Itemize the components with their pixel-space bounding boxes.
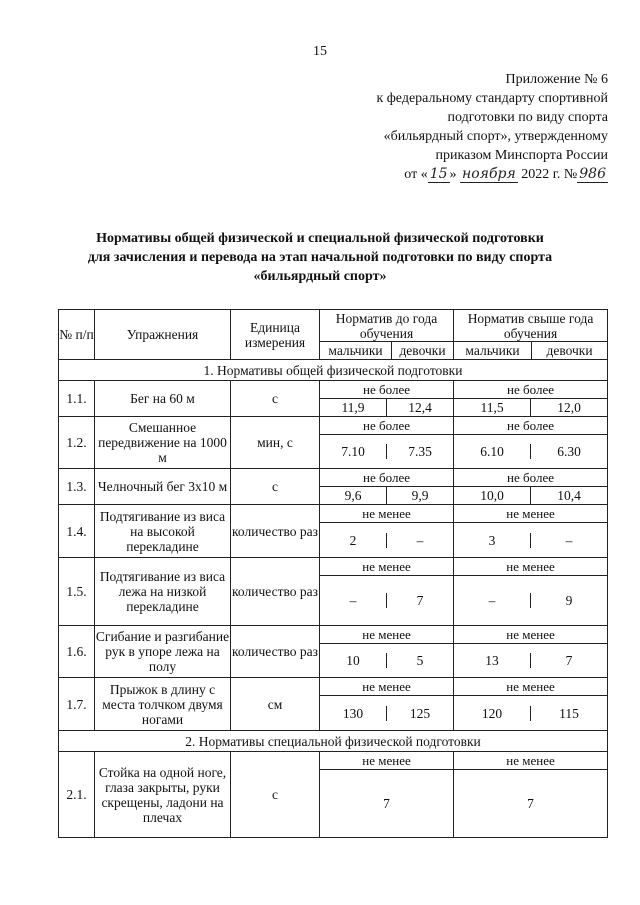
value-boys: 13: [454, 653, 531, 668]
value-all: 7: [383, 796, 390, 811]
norm-cell-after-first-year: [454, 558, 608, 626]
row-number: 1.3.: [59, 469, 95, 505]
norm-cell-first-year: [320, 626, 454, 678]
value-girls: 12,4: [408, 400, 432, 415]
table-row: [59, 505, 608, 558]
header-girls: девочки: [392, 342, 454, 360]
section-heading: 2. Нормативы специальной физической подготовки: [59, 731, 608, 752]
condition-label: не менее: [320, 558, 453, 576]
norm-cell-after-first-year: [454, 626, 608, 678]
norm-cell-after-first-year: [454, 417, 608, 469]
value-boys: 10: [320, 653, 387, 668]
row-unit: количество раз: [231, 558, 320, 626]
norm-cell-after-first-year: [454, 505, 608, 558]
header-boys: мальчики: [320, 342, 392, 360]
value-boys: 11,9: [320, 399, 387, 416]
value-boys: 130: [320, 706, 387, 721]
norms-table: [58, 309, 608, 838]
value-girls: –: [416, 532, 424, 548]
header-unit: Единица измерения: [231, 310, 320, 360]
value-girls: 6.30: [557, 444, 581, 459]
appendix-line: «бильярдный спорт», утвержденному: [383, 129, 608, 144]
condition-label: не менее: [454, 558, 607, 576]
date-mid: »: [449, 167, 457, 182]
table-row: [59, 417, 608, 469]
row-exercise: Челночный бег 3х10 м: [95, 469, 231, 505]
value-boys: 9,6: [320, 487, 387, 504]
appendix-date-line: [300, 165, 608, 184]
handwritten-month: ноября: [462, 166, 516, 182]
page-number: 15: [313, 44, 327, 59]
condition-label: не менее: [320, 626, 453, 644]
value-girls: 9: [565, 593, 573, 608]
norm-cell-after-first-year: [454, 752, 608, 838]
row-exercise: Подтягивание из виса лежа на низкой перекладине: [95, 558, 231, 626]
appendix-line: приказом Минспорта России: [435, 148, 608, 163]
norm-cell-first-year: [320, 752, 454, 838]
value-all: 7: [527, 796, 534, 811]
table-row: [59, 558, 608, 626]
value-girls: 5: [416, 653, 424, 668]
header-group-after-first-year: Норматив свыше года обучения: [454, 310, 608, 342]
row-number: 2.1.: [59, 752, 95, 838]
row-exercise: Стойка на одной ноге, глаза закрыты, руки скрещены, ладони на плечах: [95, 752, 231, 838]
title-line: Нормативы общей физической и специальной физической подготовки: [96, 231, 544, 246]
row-exercise: Прыжок в длину с места толчком двумя ногами: [95, 678, 231, 731]
table-row: [59, 381, 608, 417]
row-unit: с: [231, 381, 320, 417]
appendix-block: [300, 70, 608, 184]
section-heading: 1. Нормативы общей физической подготовки: [59, 360, 608, 381]
row-exercise: Смешанное передвижение на 1000 м: [95, 417, 231, 469]
value-girls: 125: [409, 705, 431, 721]
value-boys: 11,5: [454, 399, 531, 416]
condition-label: не более: [454, 381, 607, 399]
condition-label: не менее: [320, 505, 453, 523]
date-prefix: от «: [404, 167, 428, 182]
norm-cell-first-year: [320, 469, 454, 505]
condition-label: не менее: [320, 678, 453, 696]
norm-cell-after-first-year: [454, 381, 608, 417]
condition-label: не более: [454, 417, 607, 435]
row-number: 1.4.: [59, 505, 95, 558]
value-boys: –: [320, 593, 387, 608]
value-boys: 6.10: [454, 444, 531, 459]
value-girls: –: [565, 532, 573, 548]
norm-cell-first-year: [320, 558, 454, 626]
row-unit: мин, с: [231, 417, 320, 469]
handwritten-day: 15: [429, 166, 448, 182]
value-girls: 7: [565, 653, 573, 668]
table-row: [59, 626, 608, 678]
condition-label: не менее: [454, 626, 607, 644]
condition-label: не менее: [454, 505, 607, 523]
header-boys: мальчики: [454, 342, 532, 360]
value-girls: 12,0: [557, 400, 581, 415]
value-boys: 120: [454, 706, 531, 721]
condition-label: не менее: [454, 752, 607, 770]
row-number: 1.1.: [59, 381, 95, 417]
value-boys: 2: [320, 533, 387, 548]
table-row: [59, 678, 608, 731]
title-line: «бильярдный спорт»: [253, 269, 387, 284]
row-number: 1.6.: [59, 626, 95, 678]
value-boys: 10,0: [454, 487, 531, 504]
condition-label: не более: [320, 381, 453, 399]
header-group-first-year: Норматив до года обучения: [320, 310, 454, 342]
norm-cell-first-year: [320, 505, 454, 558]
row-unit: см: [231, 678, 320, 731]
appendix-title: Приложение № 6: [505, 72, 608, 87]
value-boys: –: [454, 593, 531, 608]
row-number: 1.2.: [59, 417, 95, 469]
norm-cell-first-year: [320, 381, 454, 417]
row-exercise: Сгибание и разгибание рук в упоре лежа на полу: [95, 626, 231, 678]
row-unit: количество раз: [231, 505, 320, 558]
row-number: 1.5.: [59, 558, 95, 626]
appendix-line: к федеральному стандарту спортивной: [376, 91, 608, 106]
header-girls: девочки: [532, 342, 608, 360]
value-girls: 10,4: [557, 488, 581, 503]
title-line: для зачисления и перевода на этап начальной подготовки по виду спорта: [87, 250, 553, 265]
row-unit: с: [231, 752, 320, 838]
condition-label: не более: [320, 469, 453, 487]
value-girls: 7: [416, 593, 424, 608]
condition-label: не менее: [320, 752, 453, 770]
header-exercise: Упражнения: [95, 310, 231, 360]
handwritten-order-number: 986: [579, 166, 606, 182]
value-boys: 3: [454, 533, 531, 548]
value-girls: 115: [559, 705, 579, 721]
row-exercise: Бег на 60 м: [95, 381, 231, 417]
value-girls: 7.35: [408, 444, 432, 459]
value-boys: 7.10: [320, 444, 387, 459]
header-num: № п/п: [59, 310, 95, 360]
norm-cell-after-first-year: [454, 469, 608, 505]
condition-label: не более: [320, 417, 453, 435]
condition-label: не менее: [454, 678, 607, 696]
table-row: [59, 752, 608, 838]
row-unit: количество раз: [231, 626, 320, 678]
norm-cell-after-first-year: [454, 678, 608, 731]
appendix-line: подготовки по виду спорта: [447, 110, 608, 125]
row-number: 1.7.: [59, 678, 95, 731]
condition-label: не более: [454, 469, 607, 487]
table-row: [59, 469, 608, 505]
date-year: 2022 г. №: [521, 167, 578, 182]
value-girls: 9,9: [411, 488, 429, 503]
document-title: [40, 229, 600, 286]
norm-cell-first-year: [320, 678, 454, 731]
norm-cell-first-year: [320, 417, 454, 469]
row-exercise: Подтягивание из виса на высокой перекладине: [95, 505, 231, 558]
row-unit: с: [231, 469, 320, 505]
